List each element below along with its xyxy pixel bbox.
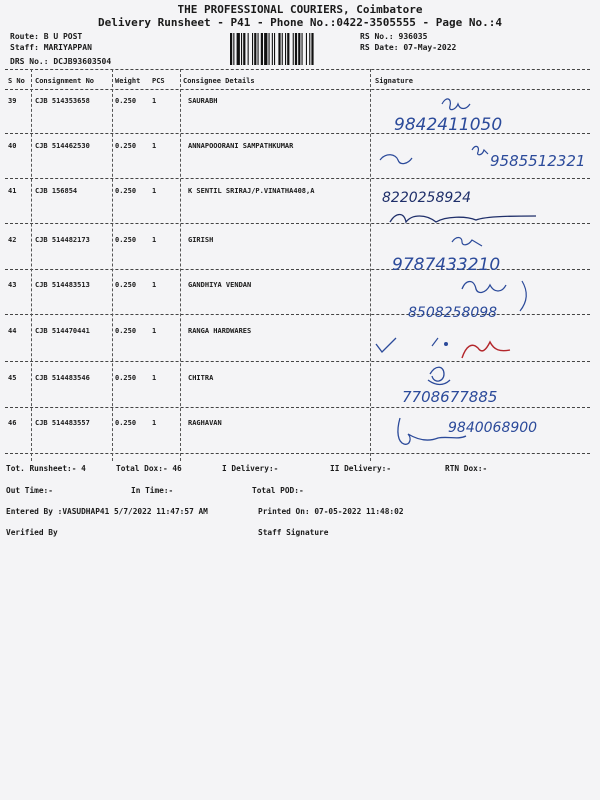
handwritten-signature xyxy=(372,318,590,362)
row-consignment: CJB 156854 xyxy=(35,187,78,195)
second-delivery: II Delivery:- xyxy=(330,464,392,473)
barcode-bar xyxy=(293,33,294,65)
signature-note: 9787433210 xyxy=(392,255,501,272)
rtn-dox: RTN Dox:- xyxy=(445,464,488,473)
handwritten-signature xyxy=(372,228,590,272)
row-sno: 46 xyxy=(8,419,17,427)
column-header-pcs: PCS xyxy=(152,77,165,85)
total-dox: Total Dox:- 46 xyxy=(116,464,182,473)
row-consignee: RAGHAVAN xyxy=(188,419,222,427)
in-time: In Time:- xyxy=(131,486,174,495)
handwritten-signature xyxy=(372,408,590,452)
row-sno: 40 xyxy=(8,142,17,150)
printed-on: Printed On: 07-05-2022 11:48:02 xyxy=(258,507,404,516)
barcode-bar xyxy=(258,33,259,65)
column-header-consignment: Consignment No xyxy=(35,77,95,85)
column-header-sno: S No xyxy=(8,77,25,85)
column-divider xyxy=(180,69,181,461)
barcode-bar xyxy=(311,33,313,65)
row-weight: 0.250 xyxy=(115,327,137,335)
barcode-bar xyxy=(272,33,273,65)
barcode-bar xyxy=(302,33,303,65)
row-consignee: CHITRA xyxy=(188,374,214,382)
barcode-bar xyxy=(309,33,310,65)
barcode-bar xyxy=(233,33,234,65)
total-runsheet: Tot. Runsheet:- 4 xyxy=(6,464,86,473)
barcode-bar xyxy=(298,33,300,65)
row-pcs: 1 xyxy=(152,374,157,382)
handwritten-signature xyxy=(372,134,590,178)
table-top-line xyxy=(5,69,590,70)
column-header-consignee: Consignee Details xyxy=(183,77,255,85)
out-time: Out Time:- xyxy=(6,486,53,495)
row-sno: 45 xyxy=(8,374,17,382)
barcode-bar xyxy=(285,33,286,65)
staff-label: Staff: MARIYAPPAN xyxy=(10,43,92,52)
row-consignee: K SENTIL SRIRAJ/P.VINATHA408,A xyxy=(188,187,315,195)
handwritten-signature xyxy=(372,180,590,224)
drs-label: DRS No.: DCJB93603504 xyxy=(10,57,112,66)
row-weight: 0.250 xyxy=(115,419,137,427)
route-label: Route: B U POST xyxy=(10,32,83,41)
row-consignment: CJB 514353658 xyxy=(35,97,90,105)
signature-note: 8220258924 xyxy=(382,190,472,206)
row-consignee: RANGA HARDWARES xyxy=(188,327,252,335)
row-weight: 0.250 xyxy=(115,142,137,150)
row-pcs: 1 xyxy=(152,142,157,150)
runsheet-subtitle: Delivery Runsheet - P41 - Phone No.:0422-3505555 - Page No.:4 xyxy=(98,16,502,29)
row-consignee: GANDHIYA VENDAN xyxy=(188,281,252,289)
barcode-image xyxy=(230,33,348,65)
barcode-bar xyxy=(287,33,289,65)
column-header-signature: Signature xyxy=(375,77,413,85)
row-consignment: CJB 514462530 xyxy=(35,142,90,150)
column-divider xyxy=(112,69,113,461)
handwritten-signature xyxy=(372,90,590,134)
row-consignment: CJB 514470441 xyxy=(35,327,90,335)
staff-signature: Staff Signature xyxy=(258,528,329,537)
row-weight: 0.250 xyxy=(115,374,137,382)
barcode-bar xyxy=(252,33,253,65)
barcode-bar xyxy=(282,33,283,65)
row-weight: 0.250 xyxy=(115,236,137,244)
signature-note: 9840068900 xyxy=(448,420,538,436)
barcode-bar xyxy=(261,33,263,65)
row-consignee: SAURABH xyxy=(188,97,218,105)
barcode-bar xyxy=(248,33,249,65)
first-delivery: I Delivery:- xyxy=(222,464,279,473)
barcode-bar xyxy=(243,33,245,65)
verified-by: Verified By xyxy=(6,528,58,537)
row-sno: 39 xyxy=(8,97,17,105)
column-header-weight: Weight xyxy=(115,77,141,85)
row-divider xyxy=(5,178,590,179)
barcode-bar xyxy=(274,33,275,65)
barcode-bar xyxy=(254,33,256,65)
row-weight: 0.250 xyxy=(115,97,137,105)
row-consignment: CJB 514483557 xyxy=(35,419,90,427)
barcode-bar xyxy=(295,33,297,65)
row-pcs: 1 xyxy=(152,97,157,105)
rs-date: RS Date: 07-May-2022 xyxy=(360,43,457,52)
row-consignment: CJB 514483546 xyxy=(35,374,90,382)
row-divider xyxy=(5,453,590,454)
handwritten-signature xyxy=(372,273,590,317)
signature-note: 7708677885 xyxy=(402,388,498,406)
barcode-bar xyxy=(269,33,270,65)
row-pcs: 1 xyxy=(152,187,157,195)
row-pcs: 1 xyxy=(152,419,157,427)
signature-note: 9842411050 xyxy=(394,115,503,134)
row-consignee: ANNAPOOORANI SAMPATHKUMAR xyxy=(188,142,294,150)
signature-note: 9585512321 xyxy=(490,152,586,170)
total-pod: Total POD:- xyxy=(252,486,304,495)
signature-note: 8508258098 xyxy=(408,305,498,317)
row-weight: 0.250 xyxy=(115,187,137,195)
row-sno: 41 xyxy=(8,187,17,195)
barcode-bar xyxy=(306,33,307,65)
row-weight: 0.250 xyxy=(115,281,137,289)
row-consignment: CJB 514483513 xyxy=(35,281,90,289)
row-sno: 43 xyxy=(8,281,17,289)
row-pcs: 1 xyxy=(152,327,157,335)
column-divider xyxy=(31,69,32,461)
row-pcs: 1 xyxy=(152,236,157,244)
rs-number: RS No.: 936035 xyxy=(360,32,428,41)
row-consignment: CJB 514482173 xyxy=(35,236,90,244)
handwritten-signature xyxy=(372,362,590,406)
entered-by: Entered By :VASUDHAP41 5/7/2022 11:47:57 AM xyxy=(6,507,208,516)
barcode-bar xyxy=(237,33,240,65)
row-sno: 44 xyxy=(8,327,17,335)
barcode-bar xyxy=(278,33,280,65)
row-sno: 42 xyxy=(8,236,17,244)
barcode-bar xyxy=(241,33,242,65)
column-divider xyxy=(370,69,371,461)
barcode-bar xyxy=(264,33,267,65)
row-pcs: 1 xyxy=(152,281,157,289)
barcode-bar xyxy=(230,33,232,65)
row-consignee: GIRISH xyxy=(188,236,214,244)
company-title: THE PROFESSIONAL COURIERS, Coimbatore xyxy=(177,3,423,16)
